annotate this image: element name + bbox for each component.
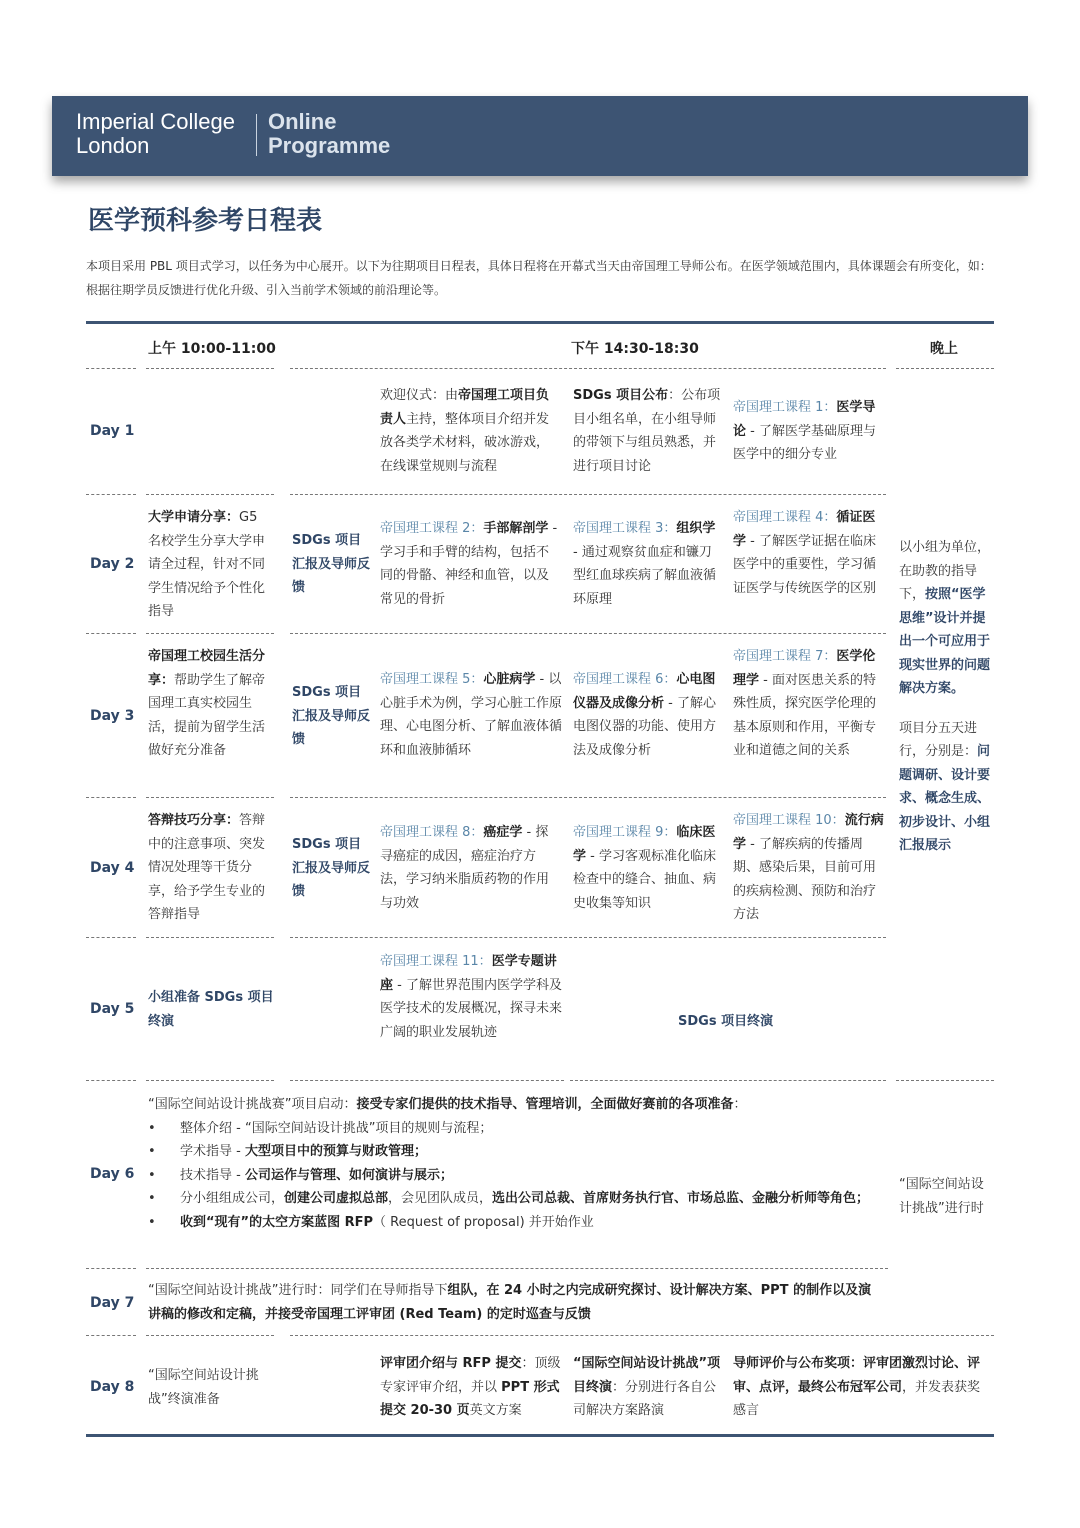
day2-sdgs-feedback: SDGs 项目汇报及导师反馈: [292, 533, 371, 595]
row-divider: [290, 797, 886, 798]
day4-morning-defense-skills: 答辩技巧分享：答辩中的注意事项、突发情况处理等干货分享，给予学生专业的答辩指导: [148, 813, 266, 922]
row-divider: [146, 797, 274, 798]
day3-sdgs-feedback: SDGs 项目汇报及导师反馈: [292, 685, 371, 747]
logo-divider: [256, 114, 257, 156]
row-divider: [86, 937, 136, 938]
row-divider: [290, 1335, 994, 1336]
day6-iss-challenge-launch: “国际空间站设计挑战赛”项目启动：接受专家们提供的技术指导、管理培训，全面做好赛前的各项准备： • 整体介绍 - “国际空间站设计挑战”项目的规则与流程； • 学术指导 - 大型项目中的预算与财政管理； • 技术指导 - 公司运作与管理、如何演讲与展示； • 分小组组成公司，创建公司虚拟总部，会见团队成员，选出公司总裁、首席财务执行官、市场总监、金融分析师等角色； • 收到“现有”的太空方案蓝图 RFP（ Request of proposal) 并开始作业: [148, 1093, 888, 1234]
day4-course-8: 帝国理工课程 8：癌症学 - 探寻癌症的成因，癌症治疗方法，学习纳米脂质药物的作用与功效: [380, 825, 550, 911]
row-divider: [86, 494, 136, 495]
row-divider: [290, 633, 886, 634]
day8-morning-final-prep: “国际空间站设计挑战”终演准备: [148, 1368, 259, 1407]
day3-morning-campus-life: 帝国理工校园生活分享：帮助学生了解帝国理工真实校园生活，提前为留学生活做好充分准备: [148, 649, 266, 758]
row-divider: [146, 494, 274, 495]
row-divider: [86, 1268, 136, 1269]
row-divider: [86, 1335, 136, 1336]
day-label: Day 6: [90, 1166, 135, 1182]
row-divider: [86, 633, 136, 634]
row-divider: [146, 937, 274, 938]
row-divider: [146, 1335, 274, 1336]
day1-course-1: 帝国理工课程 1：医学导论 - 了解医学基础原理与医学中的细分专业: [733, 400, 876, 462]
day4-course-10: 帝国理工课程 10：流行病学 - 了解疾病的传播周期、感染后果，目前可用的疾病检测、预防和治疗方法: [733, 813, 884, 922]
table-top-rule: [86, 321, 994, 324]
row-divider: [86, 1080, 136, 1081]
day-label: Day 5: [90, 1001, 135, 1017]
day8-project-final: “国际空间站设计挑战”项目终演：分别进行各自公司解决方案路演: [573, 1356, 721, 1418]
day3-course-5: 帝国理工课程 5：心脏病学 - 以心脏手术为例，学习心脏工作原理、心电图分析、了解血液体循环和血液肺循环: [380, 672, 563, 758]
page-title: 医学预科参考日程表: [88, 206, 323, 236]
column-header-evening: 晚上: [930, 341, 958, 357]
day3-course-6: 帝国理工课程 6：心电图仪器及成像分析 - 了解心电图仪器的功能、使用方法及成像分析: [573, 672, 717, 758]
day1-welcome-ceremony: 欢迎仪式：由帝国理工项目负责人主持，整体项目介绍并发放各类学术材料，破冰游戏，在线课堂规则与流程: [380, 388, 550, 474]
list-item: • 分小组组成公司，创建公司虚拟总部，会见团队成员，选出公司总裁、首席财务执行官、市场总监、金融分析师等角色；: [148, 1187, 888, 1211]
day2-morning-university-application: 大学申请分享：G5 名校学生分享大学申请全过程，针对不同学生情况给予个性化指导: [148, 510, 266, 619]
column-header-morning: 上午 10:00-11:00: [148, 341, 276, 357]
day-label: Day 2: [90, 556, 135, 572]
day5-sdgs-final: SDGs 项目终演: [678, 1014, 774, 1029]
online-programme-label: Online Programme: [268, 109, 391, 158]
day5-morning-prep: 小组准备 SDGs 项目终演: [148, 990, 274, 1029]
day-label: Day 3: [90, 708, 135, 724]
row-divider: [290, 494, 886, 495]
day4-course-9: 帝国理工课程 9：临床医学 - 学习客观标准化临床检查中的缝合、抽血、病史收集等知识: [573, 825, 717, 911]
row-divider: [86, 368, 136, 369]
list-item: • 技术指导 - 公司运作与管理、如何演讲与展示；: [148, 1164, 888, 1188]
day3-course-7: 帝国理工课程 7：医学伦理学 - 面对医患关系的特殊性质，探究医学伦理的基本原则和作用，平衡专业和道德之间的关系: [733, 649, 877, 758]
row-divider: [570, 1080, 886, 1081]
row-divider: [290, 1080, 564, 1081]
row-divider: [86, 797, 136, 798]
day8-rfp-submission: 评审团介绍与 RFP 提交：顶级专家评审介绍，并以 PPT 形式提交 20-30 页英文方案: [380, 1356, 561, 1418]
row-divider: [146, 368, 274, 369]
row-divider: [896, 1080, 994, 1081]
row-divider: [290, 937, 886, 938]
day6-task-list: [148, 1117, 888, 1235]
day8-awards: 导师评价与公布奖项：评审团激烈讨论、评审、点评，最终公布冠军公司，并发表获奖感言: [733, 1356, 981, 1418]
day5-course-11: 帝国理工课程 11：医学专题讲座 - 了解世界范围内医学学科及医学技术的发展概况，探寻未来广阔的职业发展轨迹: [380, 954, 563, 1040]
intro-paragraph: 本项目采用 PBL 项目式学习，以任务为中心展开。以下为往期项目日程表，具体日程将在开幕式当天由帝国理工导师公布。在医学领域范围内，具体课题会有所变化，如：根据往期学员反馈进行优化升级、引入当前学术领域的前沿理论等。: [86, 259, 992, 297]
day2-course-2: 帝国理工课程 2：手部解剖学 - 学习手和手臂的结构，包括不同的骨骼、神经和血管，以及常见的骨折: [380, 521, 558, 607]
imperial-logo: Imperial College London: [76, 109, 235, 158]
list-item: • 收到“现有”的太空方案蓝图 RFP（ Request of proposal) 并开始作业: [148, 1211, 888, 1235]
row-divider: [896, 368, 994, 369]
row-divider: [290, 368, 886, 369]
day-label: Day 8: [90, 1379, 135, 1395]
day2-course-4: 帝国理工课程 4：循证医学 - 了解医学证据在临床医学中的重要性，学习循证医学与传统医学的区别: [733, 510, 877, 596]
day7-iss-challenge-progress: “国际空间站设计挑战”进行时：同学们在导师指导下组队，在 24 小时之内完成研究探讨、设计解决方案、PPT 的制作以及演讲稿的修改和定稿，并接受帝国理工评审团 (Red Team) 的定时巡查与反馈: [148, 1283, 872, 1322]
table-bottom-rule: [86, 1434, 994, 1437]
day4-sdgs-feedback: SDGs 项目汇报及导师反馈: [292, 837, 371, 899]
row-divider: [146, 1268, 888, 1269]
row-divider: [146, 633, 274, 634]
row-divider: [146, 1080, 274, 1081]
day1-sdgs-announcement: SDGs 项目公布：公布项目小组名单，在小组导师的带领下与组员熟悉，并进行项目讨论: [573, 388, 721, 474]
evening-team-project-description: 以小组为单位，在助教的指导下，按照“医学思维”设计并提出一个可应用于现实世界的问题解决方案。 项目分五天进行，分别是：问题调研、设计要求、概念生成、初步设计、小组汇报展示: [899, 540, 991, 853]
column-header-afternoon: 下午 14:30-18:30: [571, 341, 699, 357]
list-item: • 整体介绍 - “国际空间站设计挑战”项目的规则与流程；: [148, 1117, 888, 1141]
header-banner: [52, 96, 1028, 176]
list-item: • 学术指导 - 大型项目中的预算与财政管理；: [148, 1140, 888, 1164]
day-label: Day 1: [90, 423, 135, 439]
day-label: Day 7: [90, 1295, 135, 1311]
day6-evening-challenge: “国际空间站设计挑战”进行时: [899, 1177, 984, 1216]
day2-course-3: 帝国理工课程 3：组织学 - 通过观察贫血症和镰刀型红血球疾病了解血液循环原理: [573, 521, 717, 607]
day-label: Day 4: [90, 860, 135, 876]
